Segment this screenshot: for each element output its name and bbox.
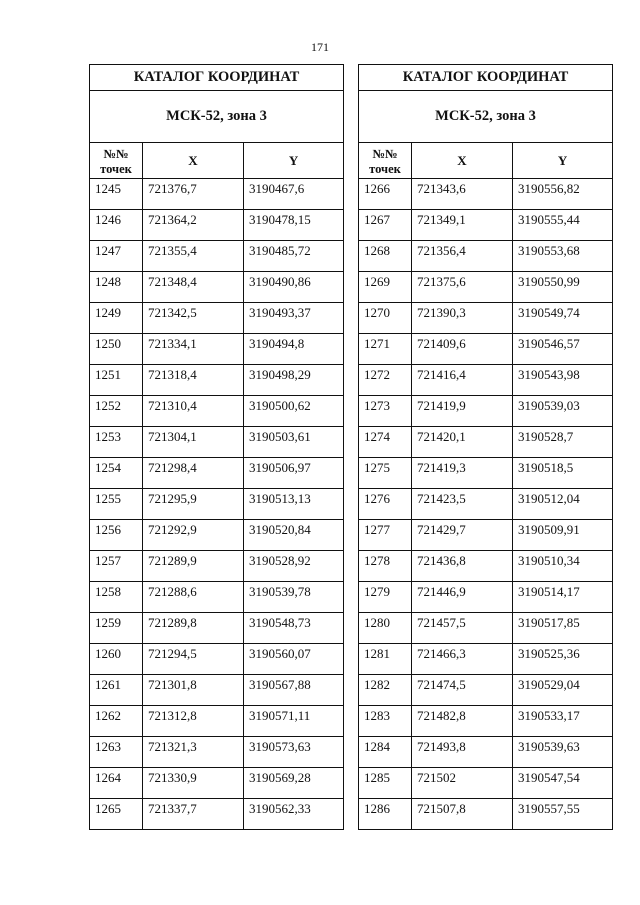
table-row <box>90 489 344 520</box>
y-coordinate-cell: 3190567,88 <box>244 675 344 706</box>
table-row <box>359 675 613 706</box>
catalog-title: КАТАЛОГ КООРДИНАТ <box>359 65 613 91</box>
table-row <box>90 241 344 272</box>
point-number-cell: 1254 <box>90 458 143 489</box>
y-coordinate-cell: 3190549,74 <box>513 303 613 334</box>
x-coordinate-cell: 721301,8 <box>143 675 244 706</box>
table-row <box>90 613 344 644</box>
point-number-cell: 1276 <box>359 489 412 520</box>
y-coordinate-cell: 3190539,78 <box>244 582 344 613</box>
page-number: 171 <box>311 40 329 54</box>
y-coordinate-cell: 3190514,17 <box>513 582 613 613</box>
x-coordinate-cell: 721318,4 <box>143 365 244 396</box>
table-row <box>90 458 344 489</box>
point-number-cell: 1285 <box>359 768 412 799</box>
coordinate-catalog-right <box>358 64 613 830</box>
point-number-cell: 1283 <box>359 706 412 737</box>
y-coordinate-cell: 3190560,07 <box>244 644 344 675</box>
point-number-cell: 1275 <box>359 458 412 489</box>
y-coordinate-cell: 3190467,6 <box>244 179 344 210</box>
table-row <box>359 520 613 551</box>
table-row <box>359 613 613 644</box>
y-coordinate-cell: 3190485,72 <box>244 241 344 272</box>
point-number-cell: 1284 <box>359 737 412 768</box>
column-header-point-number <box>359 143 412 179</box>
y-coordinate-cell: 3190520,84 <box>244 520 344 551</box>
table-row <box>90 396 344 427</box>
table-row <box>359 334 613 365</box>
column-header-y: Y <box>244 143 344 179</box>
x-coordinate-cell: 721390,3 <box>412 303 513 334</box>
x-coordinate-cell: 721429,7 <box>412 520 513 551</box>
point-number-cell: 1286 <box>359 799 412 830</box>
point-number-cell: 1248 <box>90 272 143 303</box>
x-coordinate-cell: 721310,4 <box>143 396 244 427</box>
point-number-cell: 1267 <box>359 210 412 241</box>
x-coordinate-cell: 721292,9 <box>143 520 244 551</box>
x-coordinate-cell: 721493,8 <box>412 737 513 768</box>
y-coordinate-cell: 3190529,04 <box>513 675 613 706</box>
x-coordinate-cell: 721436,8 <box>412 551 513 582</box>
y-coordinate-cell: 3190573,63 <box>244 737 344 768</box>
x-coordinate-cell: 721376,7 <box>143 179 244 210</box>
point-number-cell: 1274 <box>359 427 412 458</box>
x-coordinate-cell: 721298,4 <box>143 458 244 489</box>
point-number-cell: 1269 <box>359 272 412 303</box>
point-number-cell: 1266 <box>359 179 412 210</box>
table-row <box>359 179 613 210</box>
point-number-cell: 1277 <box>359 520 412 551</box>
point-number-cell: 1262 <box>90 706 143 737</box>
table-row <box>359 458 613 489</box>
table-row <box>359 489 613 520</box>
table-row <box>359 210 613 241</box>
x-coordinate-cell: 721312,8 <box>143 706 244 737</box>
x-coordinate-cell: 721289,9 <box>143 551 244 582</box>
y-coordinate-cell: 3190517,85 <box>513 613 613 644</box>
x-coordinate-cell: 721321,3 <box>143 737 244 768</box>
table-row <box>90 768 344 799</box>
point-number-cell: 1257 <box>90 551 143 582</box>
table-row <box>359 799 613 830</box>
x-coordinate-cell: 721420,1 <box>412 427 513 458</box>
y-coordinate-cell: 3190528,7 <box>513 427 613 458</box>
x-coordinate-cell: 721348,4 <box>143 272 244 303</box>
point-number-cell: 1256 <box>90 520 143 551</box>
x-coordinate-cell: 721446,9 <box>412 582 513 613</box>
y-coordinate-cell: 3190525,36 <box>513 644 613 675</box>
x-coordinate-cell: 721355,4 <box>143 241 244 272</box>
table-body <box>359 179 613 830</box>
x-coordinate-cell: 721423,5 <box>412 489 513 520</box>
table-row <box>359 551 613 582</box>
column-header-numbers-sign: №№ <box>372 147 398 161</box>
table-row <box>90 210 344 241</box>
y-coordinate-cell: 3190500,62 <box>244 396 344 427</box>
table-row <box>359 644 613 675</box>
x-coordinate-cell: 721337,7 <box>143 799 244 830</box>
column-header-x: X <box>143 143 244 179</box>
point-number-cell: 1273 <box>359 396 412 427</box>
y-coordinate-cell: 3190506,97 <box>244 458 344 489</box>
point-number-cell: 1251 <box>90 365 143 396</box>
point-number-cell: 1252 <box>90 396 143 427</box>
y-coordinate-cell: 3190518,5 <box>513 458 613 489</box>
point-number-cell: 1255 <box>90 489 143 520</box>
y-coordinate-cell: 3190509,91 <box>513 520 613 551</box>
y-coordinate-cell: 3190503,61 <box>244 427 344 458</box>
x-coordinate-cell: 721295,9 <box>143 489 244 520</box>
table-row <box>90 365 344 396</box>
y-coordinate-cell: 3190550,99 <box>513 272 613 303</box>
y-coordinate-cell: 3190510,34 <box>513 551 613 582</box>
column-header-y: Y <box>513 143 613 179</box>
x-coordinate-cell: 721457,5 <box>412 613 513 644</box>
x-coordinate-cell: 721507,8 <box>412 799 513 830</box>
point-number-cell: 1281 <box>359 644 412 675</box>
x-coordinate-cell: 721409,6 <box>412 334 513 365</box>
table-row <box>359 706 613 737</box>
table-row <box>359 303 613 334</box>
x-coordinate-cell: 721330,9 <box>143 768 244 799</box>
point-number-cell: 1264 <box>90 768 143 799</box>
table-row <box>359 582 613 613</box>
x-coordinate-cell: 721474,5 <box>412 675 513 706</box>
point-number-cell: 1270 <box>359 303 412 334</box>
point-number-cell: 1278 <box>359 551 412 582</box>
point-number-cell: 1263 <box>90 737 143 768</box>
point-number-cell: 1268 <box>359 241 412 272</box>
x-coordinate-cell: 721349,1 <box>412 210 513 241</box>
table-row <box>90 644 344 675</box>
coordinate-catalog-left <box>89 64 344 830</box>
y-coordinate-cell: 3190513,13 <box>244 489 344 520</box>
table-row <box>90 551 344 582</box>
point-number-cell: 1272 <box>359 365 412 396</box>
x-coordinate-cell: 721289,8 <box>143 613 244 644</box>
point-number-cell: 1261 <box>90 675 143 706</box>
y-coordinate-cell: 3190553,68 <box>513 241 613 272</box>
point-number-cell: 1271 <box>359 334 412 365</box>
table-row <box>90 179 344 210</box>
y-coordinate-cell: 3190569,28 <box>244 768 344 799</box>
table-row <box>359 241 613 272</box>
y-coordinate-cell: 3190533,17 <box>513 706 613 737</box>
point-number-cell: 1282 <box>359 675 412 706</box>
y-coordinate-cell: 3190556,82 <box>513 179 613 210</box>
table-row <box>90 737 344 768</box>
point-number-cell: 1260 <box>90 644 143 675</box>
column-header-points-word: точек <box>100 162 132 176</box>
y-coordinate-cell: 3190490,86 <box>244 272 344 303</box>
table-row <box>90 427 344 458</box>
x-coordinate-cell: 721294,5 <box>143 644 244 675</box>
point-number-cell: 1250 <box>90 334 143 365</box>
table-row <box>359 396 613 427</box>
coordinate-system: МСК-52, зона 3 <box>90 91 344 143</box>
x-coordinate-cell: 721419,9 <box>412 396 513 427</box>
y-coordinate-cell: 3190493,37 <box>244 303 344 334</box>
y-coordinate-cell: 3190539,63 <box>513 737 613 768</box>
table-row <box>90 334 344 365</box>
table-row <box>90 303 344 334</box>
point-number-cell: 1246 <box>90 210 143 241</box>
y-coordinate-cell: 3190494,8 <box>244 334 344 365</box>
x-coordinate-cell: 721343,6 <box>412 179 513 210</box>
x-coordinate-cell: 721364,2 <box>143 210 244 241</box>
y-coordinate-cell: 3190562,33 <box>244 799 344 830</box>
x-coordinate-cell: 721304,1 <box>143 427 244 458</box>
y-coordinate-cell: 3190571,11 <box>244 706 344 737</box>
y-coordinate-cell: 3190555,44 <box>513 210 613 241</box>
x-coordinate-cell: 721288,6 <box>143 582 244 613</box>
x-coordinate-cell: 721416,4 <box>412 365 513 396</box>
x-coordinate-cell: 721342,5 <box>143 303 244 334</box>
point-number-cell: 1247 <box>90 241 143 272</box>
point-number-cell: 1245 <box>90 179 143 210</box>
table-row <box>359 365 613 396</box>
x-coordinate-cell: 721356,4 <box>412 241 513 272</box>
y-coordinate-cell: 3190557,55 <box>513 799 613 830</box>
table-row <box>90 706 344 737</box>
y-coordinate-cell: 3190478,15 <box>244 210 344 241</box>
column-header-point-number <box>90 143 143 179</box>
table-row <box>359 737 613 768</box>
table-row <box>90 582 344 613</box>
table-row <box>90 675 344 706</box>
y-coordinate-cell: 3190498,29 <box>244 365 344 396</box>
x-coordinate-cell: 721419,3 <box>412 458 513 489</box>
table-row <box>90 272 344 303</box>
y-coordinate-cell: 3190512,04 <box>513 489 613 520</box>
table-row <box>90 520 344 551</box>
x-coordinate-cell: 721502 <box>412 768 513 799</box>
point-number-cell: 1249 <box>90 303 143 334</box>
column-header-numbers-sign: №№ <box>103 147 129 161</box>
table-row <box>359 768 613 799</box>
catalog-title: КАТАЛОГ КООРДИНАТ <box>90 65 344 91</box>
point-number-cell: 1265 <box>90 799 143 830</box>
y-coordinate-cell: 3190543,98 <box>513 365 613 396</box>
point-number-cell: 1280 <box>359 613 412 644</box>
y-coordinate-cell: 3190548,73 <box>244 613 344 644</box>
point-number-cell: 1253 <box>90 427 143 458</box>
column-header-points-word: точек <box>369 162 401 176</box>
x-coordinate-cell: 721482,8 <box>412 706 513 737</box>
table-body <box>90 179 344 830</box>
column-header-x: X <box>412 143 513 179</box>
point-number-cell: 1279 <box>359 582 412 613</box>
x-coordinate-cell: 721334,1 <box>143 334 244 365</box>
point-number-cell: 1259 <box>90 613 143 644</box>
table-row <box>359 272 613 303</box>
coordinate-system: МСК-52, зона 3 <box>359 91 613 143</box>
y-coordinate-cell: 3190528,92 <box>244 551 344 582</box>
table-row <box>90 799 344 830</box>
y-coordinate-cell: 3190547,54 <box>513 768 613 799</box>
x-coordinate-cell: 721375,6 <box>412 272 513 303</box>
table-row <box>359 427 613 458</box>
y-coordinate-cell: 3190539,03 <box>513 396 613 427</box>
x-coordinate-cell: 721466,3 <box>412 644 513 675</box>
point-number-cell: 1258 <box>90 582 143 613</box>
y-coordinate-cell: 3190546,57 <box>513 334 613 365</box>
